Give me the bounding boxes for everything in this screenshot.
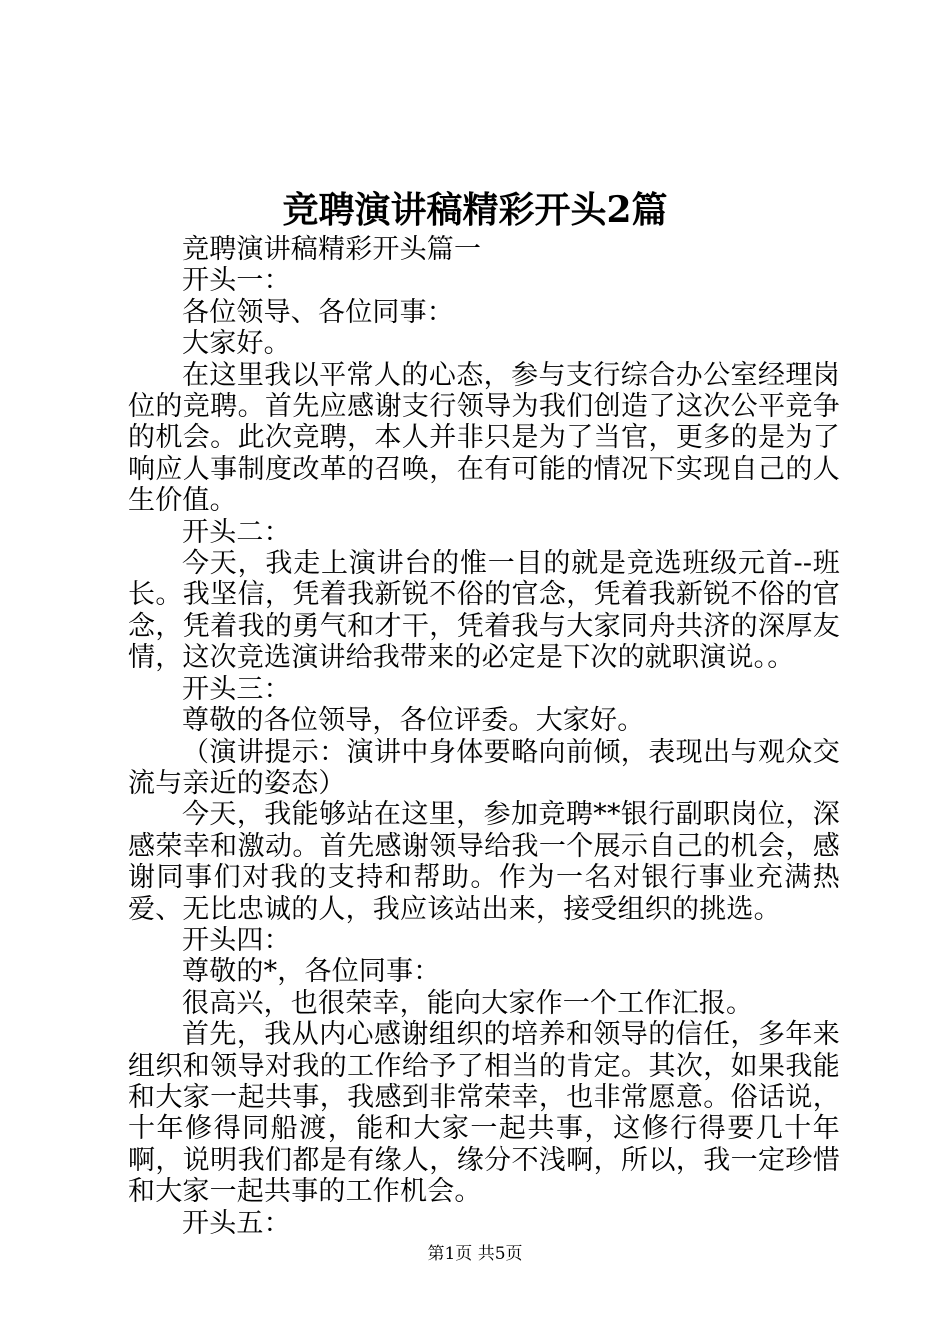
paragraph-opening-2-label: 开头二： [182,516,291,548]
paragraph-body-4: 首先，我从内心感谢组织的培养和领导的信任，多年来组织和领导对我的工作给予了相当的肯定。其次，如果我能和大家一起共事，我感到非常荣幸，也非常愿意。俗话说，十年修得同船渡，能和大家一起共事，这修行得要几十年啊，说明我们都是有缘人，缘分不浅啊，所以，我一定珍惜和大家一起共事的工作机会。 [128,1019,840,1208]
page-footer: 第1页 共5页 [427,1244,523,1264]
paragraph-opening-3-label: 开头三： [182,673,291,705]
paragraph-opening-5-label: 开头五： [182,1207,291,1239]
paragraph-body-1: 在这里我以平常人的心态，参与支行综合办公室经理岗位的竞聘。首先应感谢支行领导为我们创造了这次公平竞争的机会。此次竞聘，本人并非只是为了当官，更多的是为了响应人事制度改革的召唤，在有可能的情况下实现自己的人生价值。 [128,359,840,517]
paragraph-greeting-1: 大家好。 [182,328,291,360]
document-body [128,234,840,1239]
paragraph-salutation-1: 各位领导、各位同事： [182,296,454,328]
paragraph-opening-4-label: 开头四： [182,924,291,956]
paragraph-salutation-4: 尊敬的*，各位同事： [182,956,441,988]
paragraph-opening-1-label: 开头一： [182,265,291,297]
paragraph-salutation-3: 尊敬的各位领导，各位评委。大家好。 [182,705,645,737]
document-title: 竞聘演讲稿精彩开头2篇 [282,189,668,231]
paragraph-greeting-4: 很高兴，也很荣幸，能向大家作一个工作汇报。 [182,987,754,1019]
paragraph-body-3: 今天，我能够站在这里，参加竞聘**银行副职岗位，深感荣幸和激动。首先感谢领导给我一个展示自己的机会，感谢同事们对我的支持和帮助。作为一名对银行事业充满热爱、无比忠诚的人，我应该站出来，接受组织的挑选。 [128,799,840,925]
paragraph-body-2: 今天，我走上演讲台的惟一目的就是竞选班级元首--班长。我坚信，凭着我新锐不俗的官念，凭着我新锐不俗的官念，凭着我的勇气和才干，凭着我与大家同舟共济的深厚友情，这次竞选演讲给我带来的必定是下次的就职演说。。 [128,548,840,674]
paragraph-section-heading: 竞聘演讲稿精彩开头篇一 [182,234,482,265]
paragraph-speech-tip: （演讲提示：演讲中身体要略向前倾，表现出与观众交流与亲近的姿态） [128,736,840,799]
